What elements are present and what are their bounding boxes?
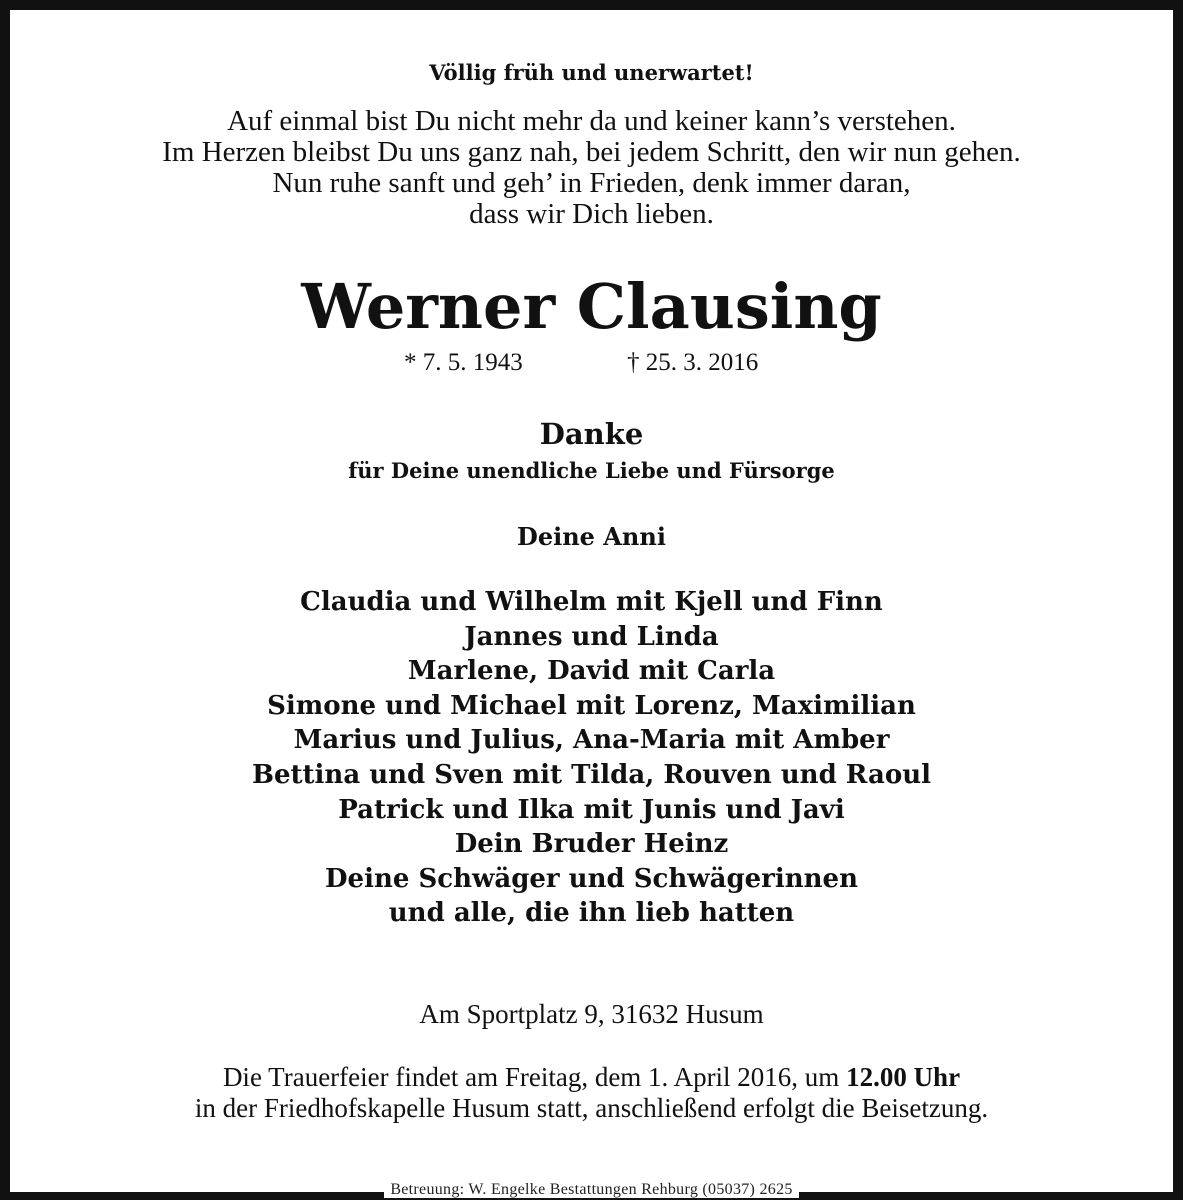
- family-line: Marius und Julius, Ana-Maria mit Amber: [293, 725, 890, 756]
- headline: Völlig früh und unerwartet!: [429, 60, 754, 85]
- ceremony-line-2: in der Friedhofskapelle Husum statt, anschließend erfolgt die Beisetzung.: [194, 1093, 989, 1123]
- deceased-name: Werner Clausing: [301, 270, 882, 343]
- family-line: und alle, die ihn lieb hatten: [388, 898, 795, 929]
- address: Am Sportplatz 9, 31632 Husum: [419, 999, 764, 1029]
- ceremony-line-1: [0, 1062, 1183, 1093]
- ceremony-info: [0, 1062, 1183, 1124]
- family-line: Jannes und Linda: [464, 621, 719, 652]
- family-line: Patrick und Ilka mit Junis und Javi: [338, 794, 845, 825]
- family-line: Claudia und Wilhelm mit Kjell und Finn: [300, 587, 883, 617]
- ceremony-date-text: Die Trauerfeier findet am Freitag, dem 1. April 2016, um: [222, 1062, 847, 1092]
- poem: [0, 106, 1183, 230]
- family-line: Bettina und Sven mit Tilda, Rouven und Raoul: [252, 759, 931, 790]
- birth-date: * 7. 5. 1943: [404, 349, 523, 376]
- thanks-subtitle: für Deine unendliche Liebe und Fürsorge: [348, 458, 835, 483]
- poem-line: dass wir Dich lieben.: [469, 198, 714, 230]
- family-line: Dein Bruder Heinz: [454, 829, 729, 860]
- poem-line: Nun ruhe sanft und geh’ in Frieden, denk immer daran,: [272, 167, 911, 199]
- poem-line: Im Herzen bleibst Du uns ganz nah, bei jedem Schritt, den wir nun gehen.: [162, 136, 1021, 168]
- death-date: † 25. 3. 2016: [627, 349, 759, 376]
- thanks-title: Danke: [539, 417, 644, 451]
- poem-line: Auf einmal bist Du nicht mehr da und keiner kann’s verstehen.: [227, 105, 956, 137]
- family-line: Marlene, David mit Carla: [407, 656, 776, 687]
- signature-primary: Deine Anni: [517, 522, 666, 551]
- family-line: Simone und Michael mit Lorenz, Maximilian: [267, 690, 916, 721]
- funeral-home-credit: [0, 1181, 1183, 1199]
- family-list: [0, 585, 1183, 931]
- funeral-home-text: Betreuung: W. Engelke Bestattungen Rehburg (05037) 2625: [384, 1181, 798, 1198]
- family-line: Deine Schwäger und Schwägerinnen: [325, 863, 858, 894]
- ceremony-time: 12.00 Uhr: [846, 1062, 961, 1092]
